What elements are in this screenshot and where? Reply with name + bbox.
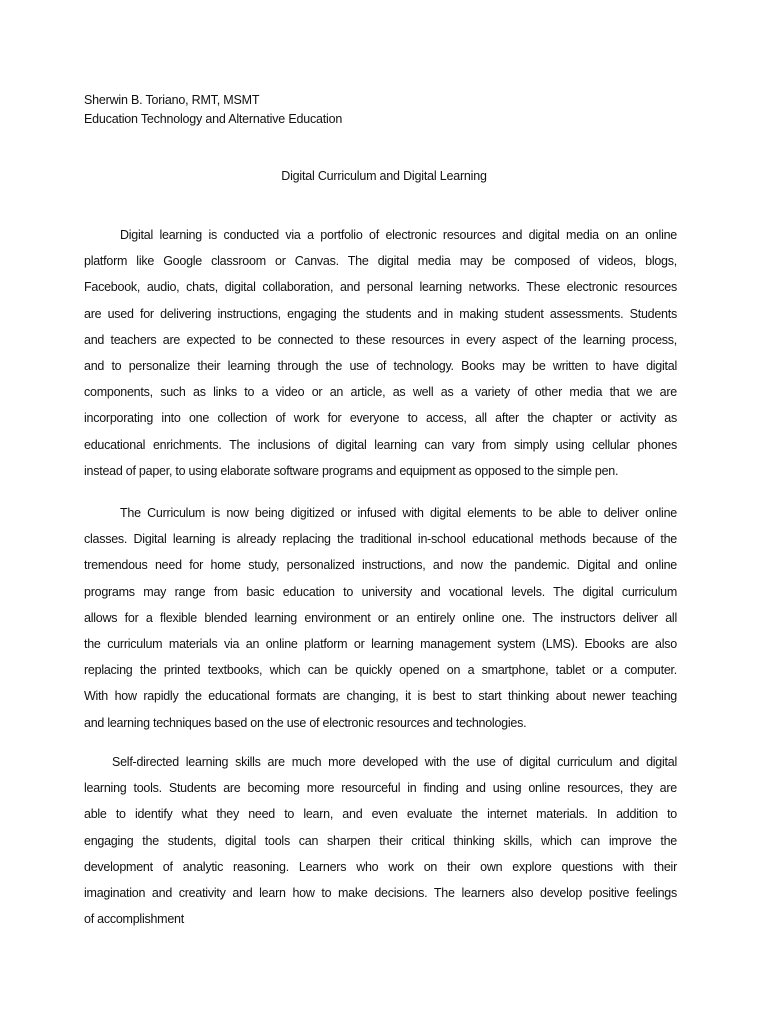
author-name: Sherwin B. Toriano, RMT, MSMT [84, 93, 260, 107]
text-line: Facebook, audio, chats, digital collaboration, and personal learning networks. These electronic resources [84, 280, 677, 295]
text-line: incorporating into one collection of work for everyone to access, all after the chapter or activity as [84, 411, 677, 426]
text-line: of accomplishment [84, 912, 184, 927]
text-line: able to identify what they need to learn, and even evaluate the internet materials. In addition to [84, 807, 677, 822]
text-line: programs may range from basic education to university and vocational levels. The digital curriculum [84, 584, 677, 599]
text-line: are used for delivering instructions, engaging the students and in making student assessments. Students [84, 306, 677, 321]
text-line: Digital learning is conducted via a portfolio of electronic resources and digital media on an online [120, 228, 677, 242]
text-line: components, such as links to a video or an article, as well as a variety of other media that we are [84, 385, 677, 400]
text-line: development of analytic reasoning. Learners who work on their own explore questions with their [84, 859, 677, 874]
text-line: educational enrichments. The inclusions of digital learning can vary from simply using cellular phones [84, 437, 677, 452]
paragraph-3 [84, 749, 677, 932]
text-line: Self-directed learning skills are much more developed with the use of digital curriculum and digital [112, 755, 677, 769]
text-line: classes. Digital learning is already replacing the traditional in-school educational methods because of the [84, 532, 677, 547]
text-line: and teachers are expected to be connected to these resources in every aspect of the learning process, [84, 332, 677, 347]
text-line: With how rapidly the educational formats are changing, it is best to start thinking about newer teaching [84, 689, 677, 704]
text-line: engaging the students, digital tools can sharpen their critical thinking skills, which can improve the [84, 833, 677, 848]
paragraph-2 [84, 500, 677, 736]
document-title: Digital Curriculum and Digital Learning [281, 169, 487, 183]
text-line: learning tools. Students are becoming more resourceful in finding and using online resources, they are [84, 781, 677, 796]
text-line: The Curriculum is now being digitized or infused with digital elements to be able to deliver online [120, 506, 677, 520]
text-line: and learning techniques based on the use of electronic resources and technologies. [84, 715, 527, 730]
text-line: and to personalize their learning through the use of technology. Books may be written to have digital [84, 358, 677, 373]
text-line: imagination and creativity and learn how to make decisions. The learners also develop positive feelings [84, 885, 677, 900]
text-line: the curriculum materials via an online platform or learning management system (LMS). Ebooks are also [84, 636, 677, 651]
text-line: instead of paper, to using elaborate software programs and equipment as opposed to the simple pen. [84, 463, 619, 478]
text-line: replacing the printed textbooks, which can be quickly opened on a smartphone, tablet or a computer. [84, 663, 677, 678]
author-affiliation: Education Technology and Alternative Education [84, 112, 343, 126]
paragraph-1 [84, 222, 677, 484]
text-line: platform like Google classroom or Canvas. The digital media may be composed of videos, blogs, [84, 254, 677, 269]
text-line: tremendous need for home study, personalized instructions, and now the pandemic. Digital and online [84, 558, 677, 573]
text-line: allows for a flexible blended learning environment or an entirely online one. The instructors deliver all [84, 610, 677, 625]
